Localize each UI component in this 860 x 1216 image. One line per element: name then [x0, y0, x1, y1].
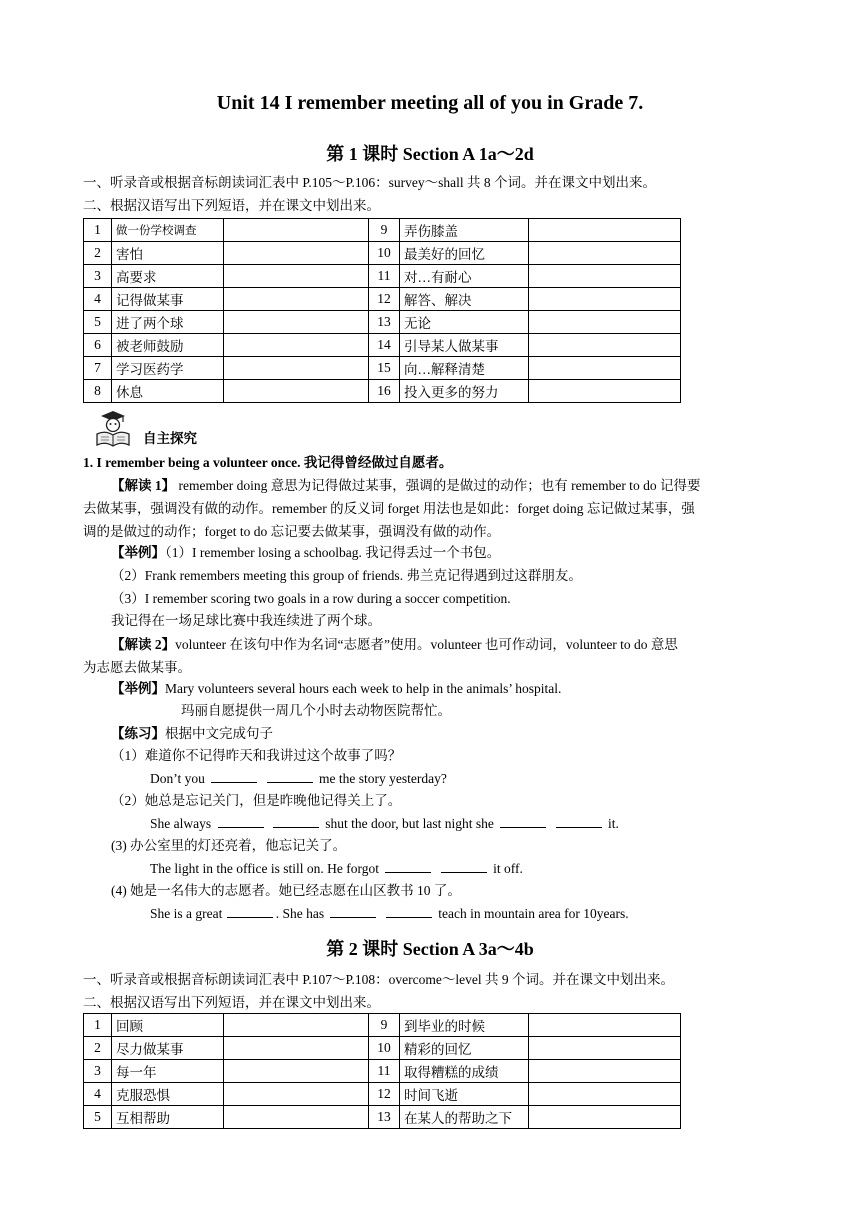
- q4-blank-3[interactable]: [386, 905, 432, 918]
- question-1-chinese: （1）难道你不记得昨天和我讲过这个故事了吗？: [111, 748, 402, 763]
- row-number: 7: [84, 357, 112, 380]
- table-row: [84, 288, 681, 311]
- q1-blank-1[interactable]: [211, 770, 257, 783]
- table-row: [84, 1083, 681, 1106]
- answer-cell[interactable]: [224, 334, 369, 357]
- answer-cell[interactable]: [529, 311, 681, 334]
- question-3: [150, 858, 523, 880]
- phrase-chinese: 尽力做某事: [112, 1037, 224, 1060]
- table-row: [84, 1060, 681, 1083]
- row-number: 10: [369, 242, 400, 265]
- question-4: [150, 903, 629, 925]
- answer-cell[interactable]: [529, 357, 681, 380]
- jiedu1-paragraph: [83, 474, 780, 543]
- answer-cell[interactable]: [529, 1014, 681, 1037]
- row-number: 15: [369, 357, 400, 380]
- q3-part-b: it off.: [493, 861, 523, 876]
- table-row: [84, 380, 681, 403]
- row-number: 13: [369, 311, 400, 334]
- answer-cell[interactable]: [529, 1060, 681, 1083]
- table-row: [84, 265, 681, 288]
- q2-blank-3[interactable]: [500, 815, 546, 828]
- row-number: 12: [369, 1083, 400, 1106]
- row-number: 3: [84, 265, 112, 288]
- phrase-chinese: 被老师鼓励: [112, 334, 224, 357]
- jiedu1-line-1: remember doing 意思为记得做过某事，强调的是做过的动作；也有 remember to do 记得要: [175, 478, 701, 493]
- lesson2-instruction-1: 一、听录音或根据音标朗读词汇表中 P.107～P.108：overcome～level 共 9 个词。并在课文中划出来。: [83, 972, 674, 987]
- answer-cell[interactable]: [224, 1083, 369, 1106]
- row-number: 6: [84, 334, 112, 357]
- q3-part-a: The light in the office is still on. He forgot: [150, 861, 379, 876]
- lesson1-instruction-2: 二、根据汉语写出下列短语，并在课文中划出来。: [83, 198, 380, 213]
- q2-blank-2[interactable]: [273, 815, 319, 828]
- phrase-chinese: 最美好的回忆: [400, 242, 529, 265]
- q2-part-a: She always: [150, 816, 212, 831]
- row-number: 5: [84, 1106, 112, 1129]
- jiedu2-label: 【解读 2】: [111, 637, 176, 652]
- row-number: 8: [84, 380, 112, 403]
- q2-blank-1[interactable]: [218, 815, 264, 828]
- table-row: [84, 334, 681, 357]
- phrase-chinese: 学习医药学: [112, 357, 224, 380]
- practice-text: 根据中文完成句子: [165, 726, 273, 741]
- answer-cell[interactable]: [224, 1106, 369, 1129]
- row-number: 3: [84, 1060, 112, 1083]
- row-number: 4: [84, 1083, 112, 1106]
- row-number: 9: [369, 1014, 400, 1037]
- lesson1-heading: 第 1 课时 Section A 1a～2d: [326, 144, 534, 164]
- phrase-chinese: 休息: [112, 380, 224, 403]
- phrase-chinese: 回顾: [112, 1014, 224, 1037]
- answer-cell[interactable]: [529, 1037, 681, 1060]
- phrase-chinese: 每一年: [112, 1060, 224, 1083]
- example-1-text: （1）I remember losing a schoolbag. 我记得丢过一个书包。: [165, 545, 501, 560]
- row-number: 11: [369, 265, 400, 288]
- example-3: （3）I remember scoring two goals in a row during a soccer competition.: [111, 591, 511, 606]
- row-number: 13: [369, 1106, 400, 1129]
- phrase-chinese: 投入更多的努力: [400, 380, 529, 403]
- example-4: [111, 678, 561, 700]
- lesson1-instruction-1: 一、听录音或根据音标朗读词汇表中 P.105～P.106：survey～shall 共 8 个词。并在课文中划出来。: [83, 175, 657, 190]
- phrase-chinese: 记得做某事: [112, 288, 224, 311]
- jiedu1-label: 【解读 1】: [111, 478, 176, 493]
- practice-heading: [111, 723, 273, 745]
- row-number: 12: [369, 288, 400, 311]
- example-4-text: Mary volunteers several hours each week to help in the animals’ hospital.: [165, 681, 562, 696]
- phrase-chinese: 克服恐惧: [112, 1083, 224, 1106]
- key-sentence-1: 1. I remember being a volunteer once. 我记得曾经做过自愿者。: [83, 455, 453, 470]
- jiedu2-paragraph: [83, 633, 780, 679]
- table-row: [84, 311, 681, 334]
- answer-cell[interactable]: [224, 288, 369, 311]
- phrase-chinese: 无论: [400, 311, 529, 334]
- phrase-chinese: 对…有耐心: [400, 265, 529, 288]
- jiedu1-line-2: 去做某事，强调没有做的动作。remember 的反义词 forget 用法也是如此：forget doing 忘记做过某事，强: [83, 501, 695, 516]
- question-2-chinese: （2）她总是忘记关门，但是昨晚他记得关上了。: [111, 793, 402, 808]
- answer-cell[interactable]: [224, 219, 369, 242]
- table-row: [84, 1014, 681, 1037]
- phrase-chinese: 时间飞逝: [400, 1083, 529, 1106]
- question-3-chinese: (3) 办公室里的灯还亮着，他忘记关了。: [111, 838, 347, 853]
- q4-blank-1[interactable]: [227, 905, 273, 918]
- example-4-translation: 玛丽自愿提供一周几个小时去动物医院帮忙。: [181, 703, 451, 718]
- q3-blank-2[interactable]: [441, 860, 487, 873]
- lesson2-instruction-2: 二、根据汉语写出下列短语，并在课文中划出来。: [83, 995, 380, 1010]
- phrase-chinese: 在某人的帮助之下: [400, 1106, 529, 1129]
- phrase-chinese: 做一份学校调查: [112, 219, 224, 242]
- table-row: [84, 1106, 681, 1129]
- phrase-chinese: 精彩的回忆: [400, 1037, 529, 1060]
- phrase-chinese: 害怕: [112, 242, 224, 265]
- row-number: 14: [369, 334, 400, 357]
- answer-cell[interactable]: [224, 1060, 369, 1083]
- table-row: [84, 357, 681, 380]
- answer-cell[interactable]: [529, 1083, 681, 1106]
- q4-blank-2[interactable]: [330, 905, 376, 918]
- answer-cell[interactable]: [529, 265, 681, 288]
- q4-part-a: She is a great: [150, 906, 223, 921]
- q1-part-b: me the story yesterday?: [319, 771, 447, 786]
- answer-cell[interactable]: [529, 242, 681, 265]
- answer-cell[interactable]: [529, 219, 681, 242]
- answer-cell[interactable]: [529, 334, 681, 357]
- q2-blank-4[interactable]: [556, 815, 602, 828]
- q1-part-a: Don’t you: [150, 771, 205, 786]
- phrase-chinese: 解答、解决: [400, 288, 529, 311]
- q4-part-b: . She has: [275, 906, 325, 921]
- row-number: 5: [84, 311, 112, 334]
- question-2: [150, 813, 619, 835]
- answer-cell[interactable]: [224, 1037, 369, 1060]
- answer-cell[interactable]: [224, 265, 369, 288]
- page-title: Unit 14 I remember meeting all of you in Grade 7.: [216, 92, 644, 114]
- row-number: 16: [369, 380, 400, 403]
- example-3-translation: 我记得在一场足球比赛中我连续进了两个球。: [111, 613, 381, 628]
- phrase-chinese: 高要求: [112, 265, 224, 288]
- phrase-chinese: 取得糟糕的成绩: [400, 1060, 529, 1083]
- q1-blank-2[interactable]: [267, 770, 313, 783]
- phrase-chinese: 弄伤膝盖: [400, 219, 529, 242]
- phrase-chinese: 进了两个球: [112, 311, 224, 334]
- question-4-chinese: (4) 她是一名伟大的志愿者。她已经志愿在山区教书 10 了。: [111, 883, 461, 898]
- vocab-table-1: [83, 218, 681, 403]
- row-number: 9: [369, 219, 400, 242]
- table-row: [84, 219, 681, 242]
- lesson2-heading: 第 2 课时 Section A 3a～4b: [326, 939, 534, 959]
- question-1: [150, 768, 447, 790]
- jiedu2-line-1: volunteer 在该句中作为名词“志愿者”使用。volunteer 也可作动词，volunteer to do 意思: [175, 637, 678, 652]
- phrase-chinese: 到毕业的时候: [400, 1014, 529, 1037]
- answer-cell[interactable]: [529, 1106, 681, 1129]
- row-number: 4: [84, 288, 112, 311]
- row-number: 2: [84, 1037, 112, 1060]
- row-number: 2: [84, 242, 112, 265]
- phrase-chinese: 引导某人做某事: [400, 334, 529, 357]
- row-number: 1: [84, 219, 112, 242]
- jiedu2-line-2: 为志愿去做某事。: [83, 660, 191, 675]
- jiedu1-line-3: 调的是做过的动作；forget to do 忘记要去做某事，强调没有做的动作。: [83, 524, 501, 539]
- q4-part-c: teach in mountain area for 10years.: [438, 906, 629, 921]
- phrase-chinese: 向…解释清楚: [400, 357, 529, 380]
- example-1: [111, 542, 500, 564]
- example-2: （2）Frank remembers meeting this group of friends. 弗兰克记得遇到过这群朋友。: [111, 568, 582, 583]
- answer-cell[interactable]: [529, 288, 681, 311]
- row-number: 1: [84, 1014, 112, 1037]
- phrase-chinese: 互相帮助: [112, 1106, 224, 1129]
- answer-cell[interactable]: [529, 380, 681, 403]
- table-row: [84, 1037, 681, 1060]
- answer-cell[interactable]: [224, 380, 369, 403]
- answer-cell[interactable]: [224, 242, 369, 265]
- practice-label: 【练习】: [111, 726, 165, 741]
- vocab-table-2: [83, 1013, 681, 1129]
- answer-cell[interactable]: [224, 311, 369, 334]
- answer-cell[interactable]: [224, 357, 369, 380]
- row-number: 11: [369, 1060, 400, 1083]
- example2-label: 【举例】: [111, 681, 165, 696]
- answer-cell[interactable]: [224, 1014, 369, 1037]
- reading-student-icon: [93, 410, 133, 448]
- row-number: 10: [369, 1037, 400, 1060]
- q3-blank-1[interactable]: [385, 860, 431, 873]
- explore-label: 自主探究: [143, 431, 197, 446]
- example-label: 【举例】: [111, 545, 165, 560]
- q2-part-b: shut the door, but last night she: [325, 816, 494, 831]
- table-row: [84, 242, 681, 265]
- q2-part-c: it.: [607, 816, 619, 831]
